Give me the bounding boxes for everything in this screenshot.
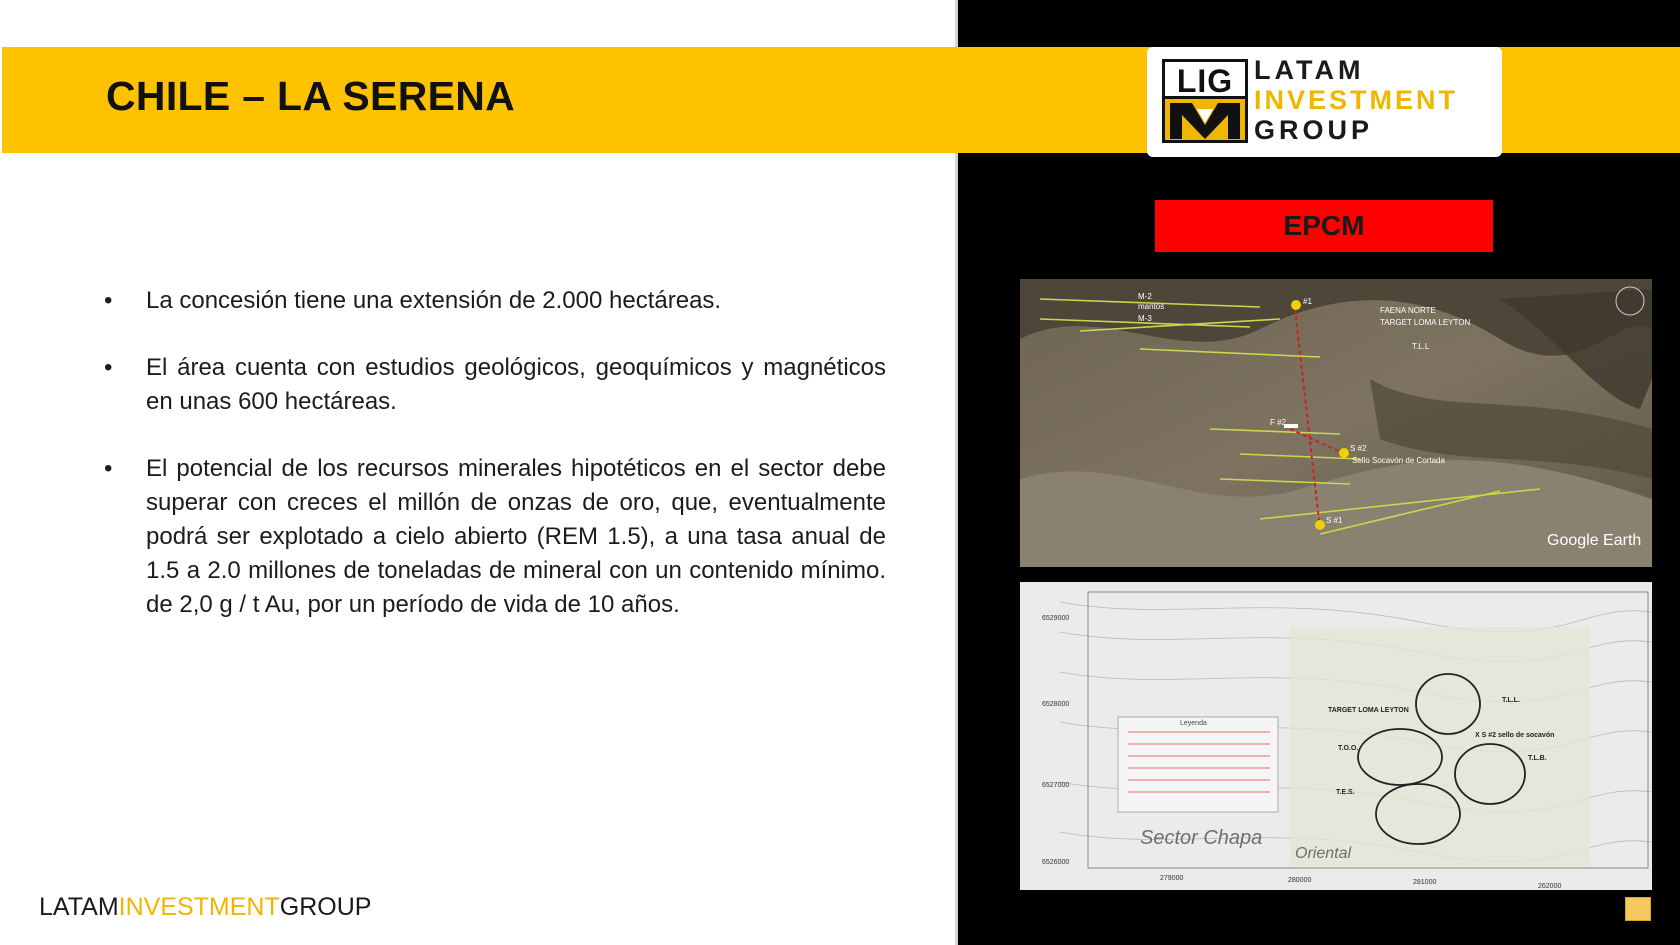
map-xtick-4: 262000 bbox=[1538, 883, 1562, 890]
map-label-tlb: T.L.B. bbox=[1528, 755, 1547, 762]
bullet-text: La concesión tiene una extensión de 2.000 hectáreas. bbox=[146, 287, 722, 314]
map-legend-title: Leyenda bbox=[1180, 720, 1207, 727]
lig-logo-icon bbox=[1162, 59, 1248, 143]
earth-label-sello: Sello Socavón de Cortada bbox=[1352, 456, 1445, 465]
map-label-sello: X S #2 sello de socavón bbox=[1475, 732, 1555, 739]
footer-brand-investment: INVESTMENT bbox=[118, 893, 280, 921]
earth-label-s1: S #1 bbox=[1326, 516, 1343, 525]
map-ytick-3: 6527000 bbox=[1042, 782, 1070, 789]
map-label-tes: T.E.S. bbox=[1336, 789, 1355, 796]
footer-brand-latam: LATAM bbox=[39, 893, 119, 921]
satellite-image bbox=[1020, 279, 1652, 567]
logo-mark-text: LIG bbox=[1176, 63, 1234, 99]
earth-label-1: #1 bbox=[1303, 297, 1312, 306]
earth-label-faena: FAENA NORTE bbox=[1380, 306, 1436, 315]
map-label-target: TARGET LOMA LEYTON bbox=[1328, 707, 1409, 714]
bullet-item: • El potencial de los recursos minerales hipotéticos en el sector debe superar con creces el millón de onzas de oro, que, eventualmente podrá ser explotado a cielo abierto (REM 1.5), a una tasa anual de 1.5 a 2.0 millones de toneladas de mineral con un contenido mínimo. de 2,0 g / t Au, por un período de vida de 10 años. bbox=[104, 455, 886, 618]
logo-line-group: GROUP bbox=[1254, 115, 1374, 145]
footer-brand bbox=[39, 893, 371, 922]
bullet-text: El potencial de los recursos minerales hipotéticos en el sector debe superar con creces el millón de onzas de oro, que, eventualmente podrá ser explotado a cielo abierto (REM 1.5), a una tasa anual de 1.5 a 2.0 millones de toneladas de mineral con un contenido mínimo. de 2,0 g / t Au, por un período de vida de 10 años. bbox=[146, 455, 886, 618]
map-label-oriental: Oriental bbox=[1295, 845, 1352, 862]
map-ytick-2: 6528000 bbox=[1042, 701, 1070, 708]
map-xtick-2: 280000 bbox=[1288, 877, 1312, 884]
map-xtick-1: 279000 bbox=[1160, 875, 1184, 882]
earth-label-mantos: mantos bbox=[1138, 302, 1165, 311]
footer-brand-group: GROUP bbox=[279, 893, 372, 921]
map-ytick-4: 6526000 bbox=[1042, 859, 1070, 866]
bullet-item: • El área cuenta con estudios geológicos, geoquímicos y magnéticos en unas 600 hectáreas. bbox=[104, 354, 886, 415]
map-label-sector: Sector Chapa bbox=[1140, 827, 1263, 849]
google-earth-watermark: Google Earth bbox=[1547, 532, 1642, 549]
map-label-tll: T.L.L. bbox=[1502, 697, 1520, 704]
earth-label-target: TARGET LOMA LEYTON bbox=[1380, 318, 1471, 327]
company-logo bbox=[1147, 47, 1502, 157]
bullet-list bbox=[104, 284, 886, 655]
logo-line-investment: INVESTMENT bbox=[1254, 85, 1459, 115]
earth-label-m2: M-2 bbox=[1138, 292, 1152, 301]
earth-label-f2: F #2 bbox=[1270, 418, 1287, 427]
bullet-text: El área cuenta con estudios geológicos, geoquímicos y magnéticos en unas 600 hectáreas. bbox=[146, 354, 886, 415]
logo-line-latam: LATAM bbox=[1254, 55, 1365, 85]
earth-label-s2: S #2 bbox=[1350, 444, 1367, 453]
slide-corner-icon bbox=[1625, 897, 1651, 921]
map-xtick-3: 281000 bbox=[1413, 879, 1437, 886]
bullet-item: • La concesión tiene una extensión de 2.000 hectáreas. bbox=[104, 287, 722, 314]
page-title: CHILE – LA SERENA bbox=[106, 73, 516, 119]
earth-label-m3: M-3 bbox=[1138, 314, 1152, 323]
map-ytick-1: 6529000 bbox=[1042, 615, 1070, 622]
map-label-too: T.O.O. bbox=[1338, 745, 1359, 752]
geological-map-image bbox=[1020, 582, 1652, 890]
earth-label-tll: T.L.L bbox=[1412, 342, 1430, 351]
epcm-badge: EPCM bbox=[1155, 200, 1493, 252]
